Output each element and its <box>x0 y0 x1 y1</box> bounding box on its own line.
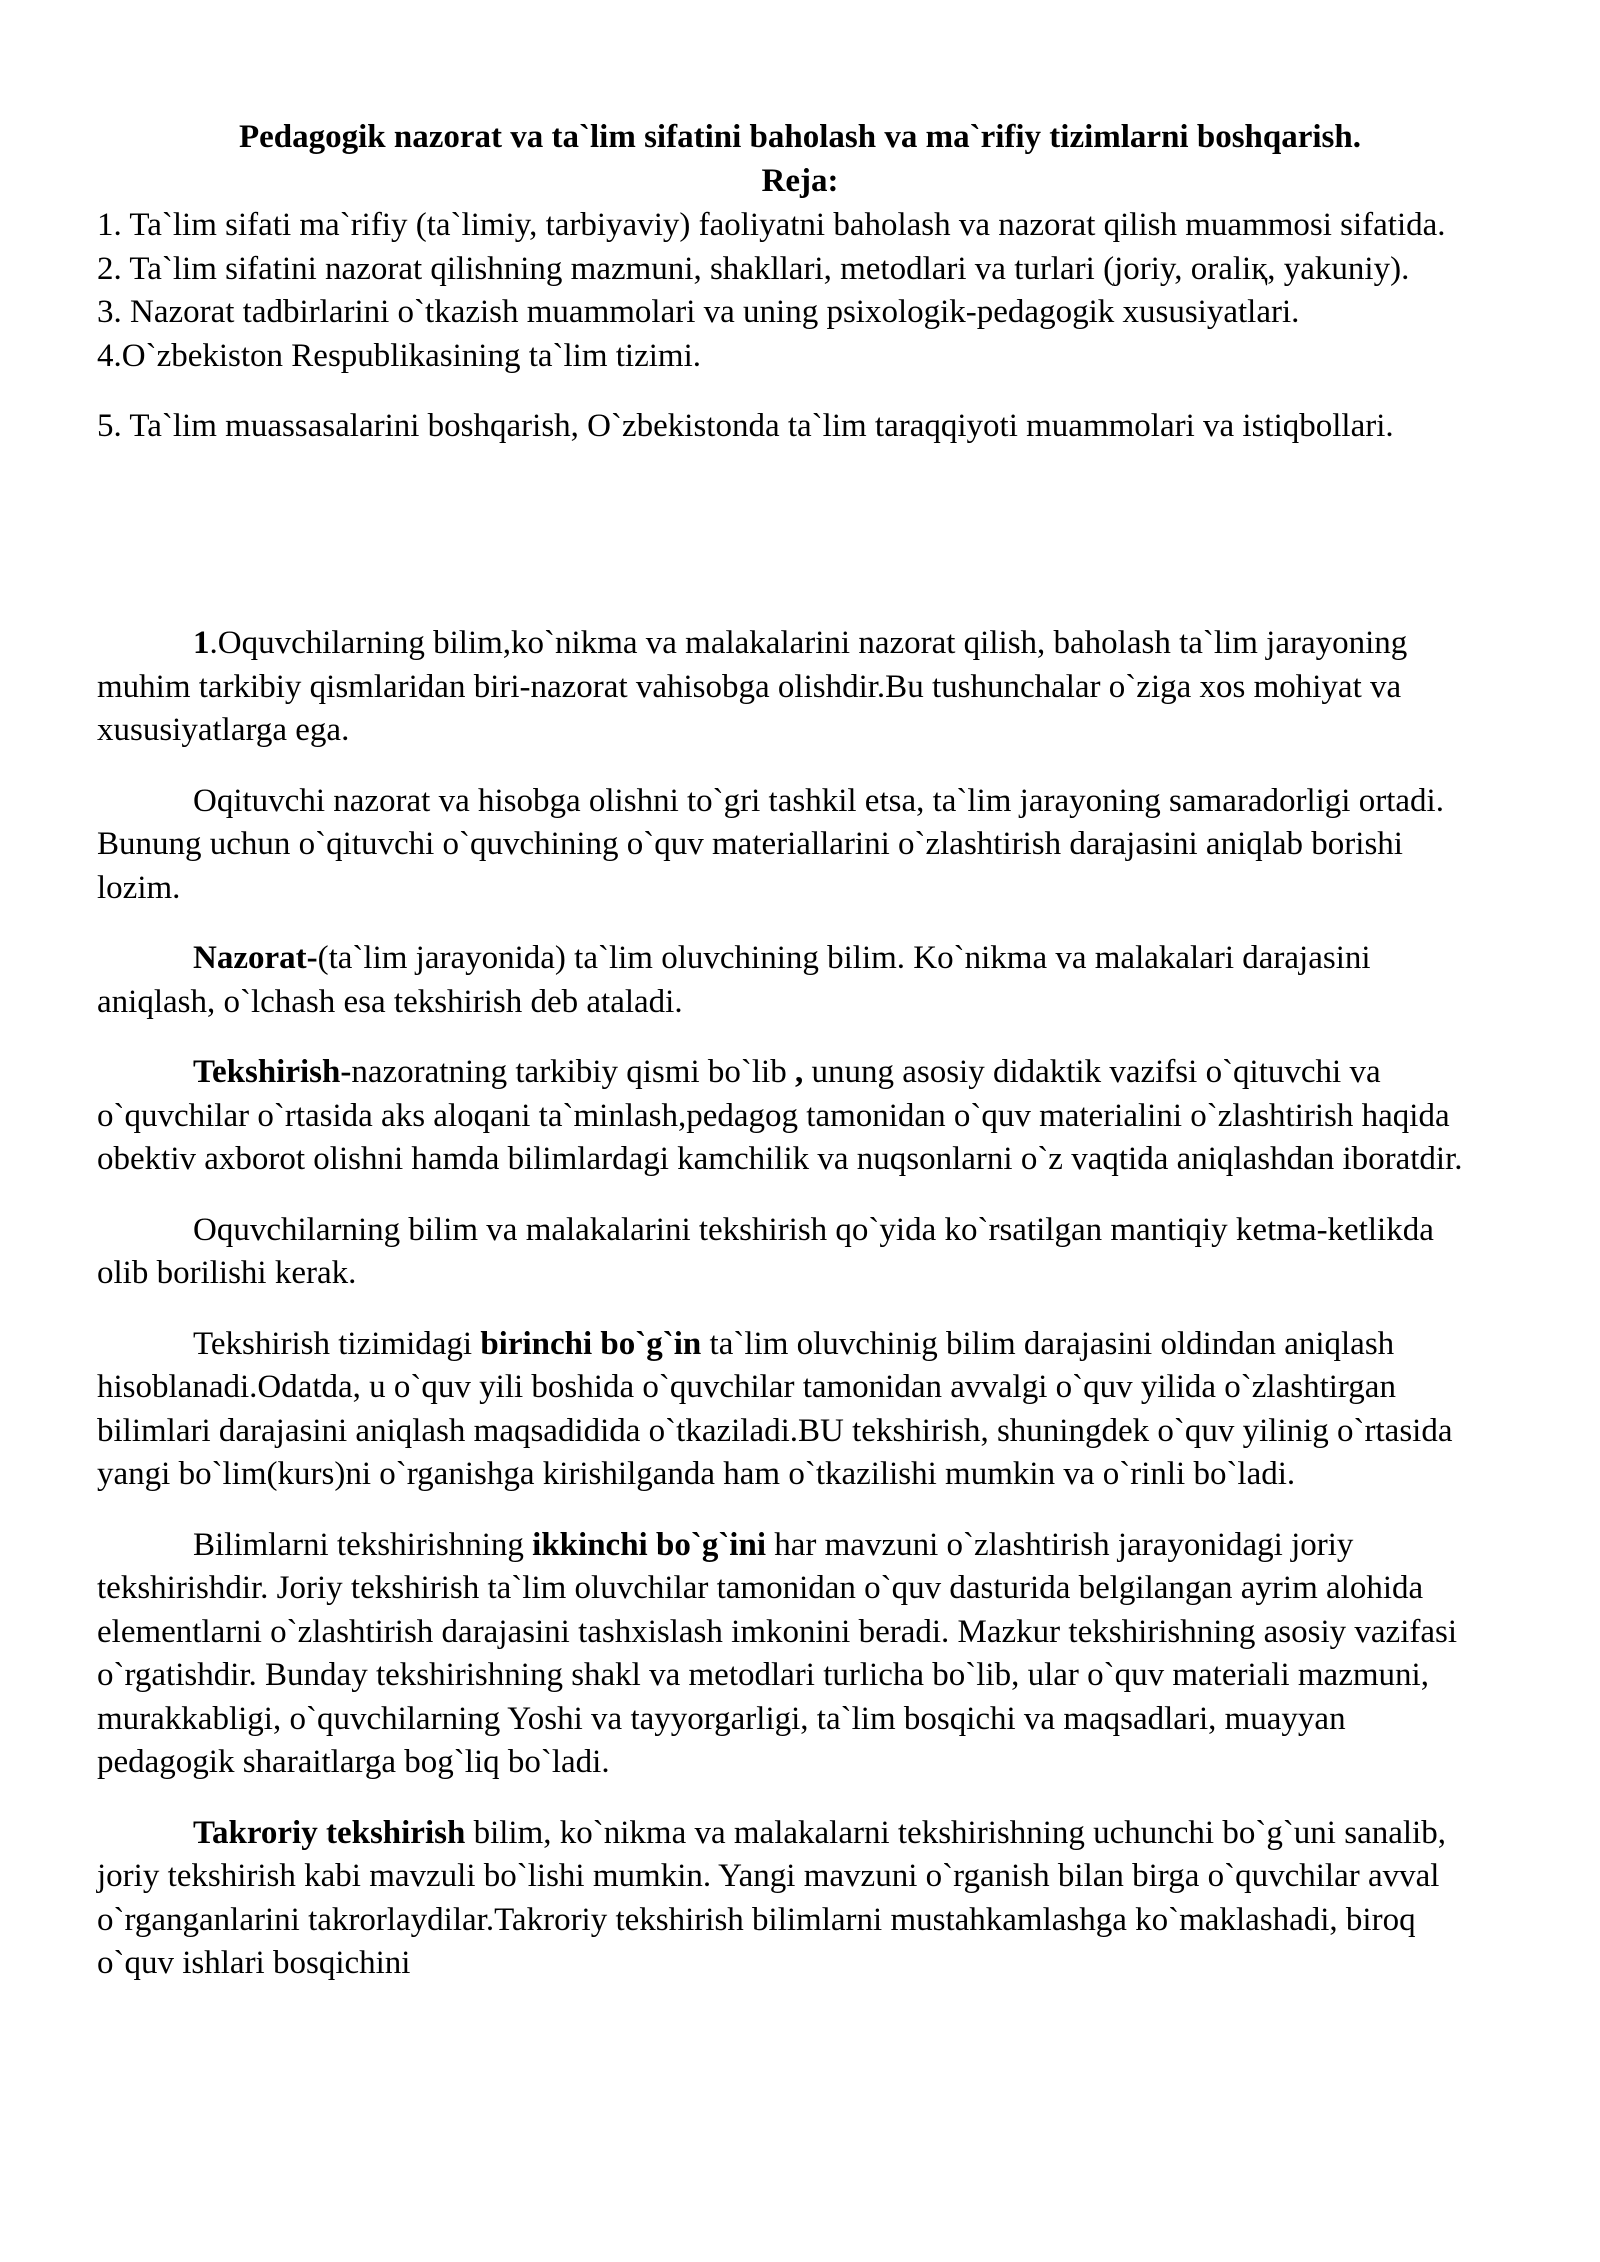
term-birinchi-bogin: birinchi bo`g`in <box>480 1325 702 1362</box>
plan-item-2: 2. Ta`lim sifatini nazorat qilishning mazmuni, shakllari, metodlari va turlari (joriy, oraliқ, yakuniy). <box>97 250 1410 287</box>
paragraph-4-text-b: unung asosiy didaktik vazifsi o`qituvchi va o`quvchilar o`rtasida aks aloqani ta`minlash,pedagog tamonidan o`quv materialini o`zlashtirish haqida obektiv axborot olishni hamda bilimlardagi kamchilik va nuqsonlarni o`z vaqtida aniqlashdan iboratdir. <box>97 1054 1463 1177</box>
paragraph-6 <box>97 1323 1467 1497</box>
plan-item-4: 4.O`zbekiston Respublikasining ta`lim tizimi. <box>97 337 702 374</box>
paragraph-8-text: bilim, ko`nikma va malakalarni tekshirishning uchunchi bo`g`uni sanalib, joriy tekshirish kabi mavzuli bo`lishi mumkin. Yangi mavzuni o`rganish bilan birga o`quvchilar avval o`rganganlarini takrorlaydilar.Takroriy tekshirish bilimlarni mustahkamlashga ko`maklashadi, biroq o`quv ishlari bosqichini <box>97 1814 1446 1981</box>
section-number: 1 <box>193 625 210 661</box>
paragraph-3 <box>97 937 1467 1024</box>
paragraph-7 <box>97 1524 1467 1785</box>
paragraph-8 <box>97 1812 1467 1986</box>
paragraph-7-text-b: har mavzuni o`zlashtirish jarayonidagi joriy tekshirishdir. Joriy tekshirish ta`lim oluvchilar tamonidan o`quv dasturida belgilangan ayrim alohida elementlarni o`zlashtirish darajasini tashxislash imkonini beradi. Mazkur tekshirishning asosiy vazifasi o`rgatishdir. Bunday tekshirishning shakl va metodlari turlicha bo`lib, ular o`quv materiali mazmuni, murakkabligi, o`quvchilarning Yoshi va tayyorgarligi, ta`lim bosqichi va maqsadlari, muayyan pedagogik sharaitlarga bog`liq bo`ladi. <box>97 1526 1458 1780</box>
term-ikkinchi-bogini: ikkinchi bo`g`ini <box>532 1526 766 1563</box>
paragraph-1 <box>97 622 1467 753</box>
paragraph-2 <box>97 780 1467 911</box>
paragraph-4-text-a: nazoratning tarkibiy qismi bo`lib <box>351 1054 795 1090</box>
term-takroriy-tekshirish: Takroriy tekshirish <box>193 1814 466 1851</box>
bold-comma: , <box>794 1054 804 1090</box>
term-nazorat: Nazorat- <box>193 940 318 976</box>
plan-item-5: 5. Ta`lim muassasalarini boshqarish, O`zbekistonda ta`lim taraqqiyoti muammolari va istiqbollari. <box>97 408 1394 444</box>
paragraph-3-text: (ta`lim jarayonida) ta`lim oluvchining bilim. Ko`nikma va malakalari darajasini aniqlash, o`lchash esa tekshirish deb ataladi. <box>97 940 1371 1020</box>
paragraph-6-text-a: Tekshirish tizimidagi <box>193 1325 481 1362</box>
document-title: Pedagogik nazorat va ta`lim sifatini baholash va ma`rifiy tizimlarni boshqarish. <box>238 119 1362 155</box>
paragraph-2-text: Oqituvchi nazorat va hisobga olishni to`gri tashkil etsa, ta`lim jarayoning samaradorligi ortadi. Bunung uchun o`qituvchi o`quvchining o`quv materiallarini o`zlashtirish darajasini aniqlab borishi lozim. <box>97 782 1444 906</box>
paragraph-5 <box>97 1209 1467 1296</box>
plan-item-1: 1. Ta`lim sifati ma`rifiy (ta`limiy, tarbiyaviy) faoliyatni baholash va nazorat qilish muammosi sifatida. <box>97 207 1446 243</box>
term-tekshirish: Tekshirish- <box>193 1054 352 1090</box>
paragraph-7-text-a: Bilimlarni tekshirishning <box>193 1526 533 1563</box>
document-body <box>97 622 1467 2013</box>
plan-list <box>20 204 1460 449</box>
paragraph-1-text: .Oquvchilarning bilim,ko`nikma va malakalarini nazorat qilish, baholash ta`lim jarayoning muhim tarkibiy qismlaridan biri-nazorat vahisobga olishdir.Bu tushunchalar o`ziga xos mohiyat va xususiyatlarga ega. <box>97 625 1408 748</box>
paragraph-4 <box>97 1051 1467 1182</box>
paragraph-5-text: Oquvchilarning bilim va malakalarini tekshirish qo`yida ko`rsatilgan mantiqiy ketma-ketlikda olib borilishi kerak. <box>97 1211 1434 1291</box>
paragraph-6-text-b: ta`lim oluvchinig bilim darajasini oldindan aniqlash hisoblanadi.Odatda, u o`quv yili boshida o`quvchilar tamonidan avvalgi o`quv yilida o`zlashtirgan bilimlari darajasini aniqlash maqsadidida o`tkaziladi.BU tekshirish, shuningdek o`quv yilinig o`rtasida yangi bo`lim(kurs)ni o`rganishga kirishilganda ham o`tkazilishi mumkin va o`rinli bo`ladi. <box>97 1325 1453 1492</box>
plan-item-3: 3. Nazorat tadbirlarini o`tkazish muammolari va uning psixologik-pedagogik xususiyatlari. <box>97 294 1300 330</box>
plan-heading: Reja: <box>761 163 839 199</box>
